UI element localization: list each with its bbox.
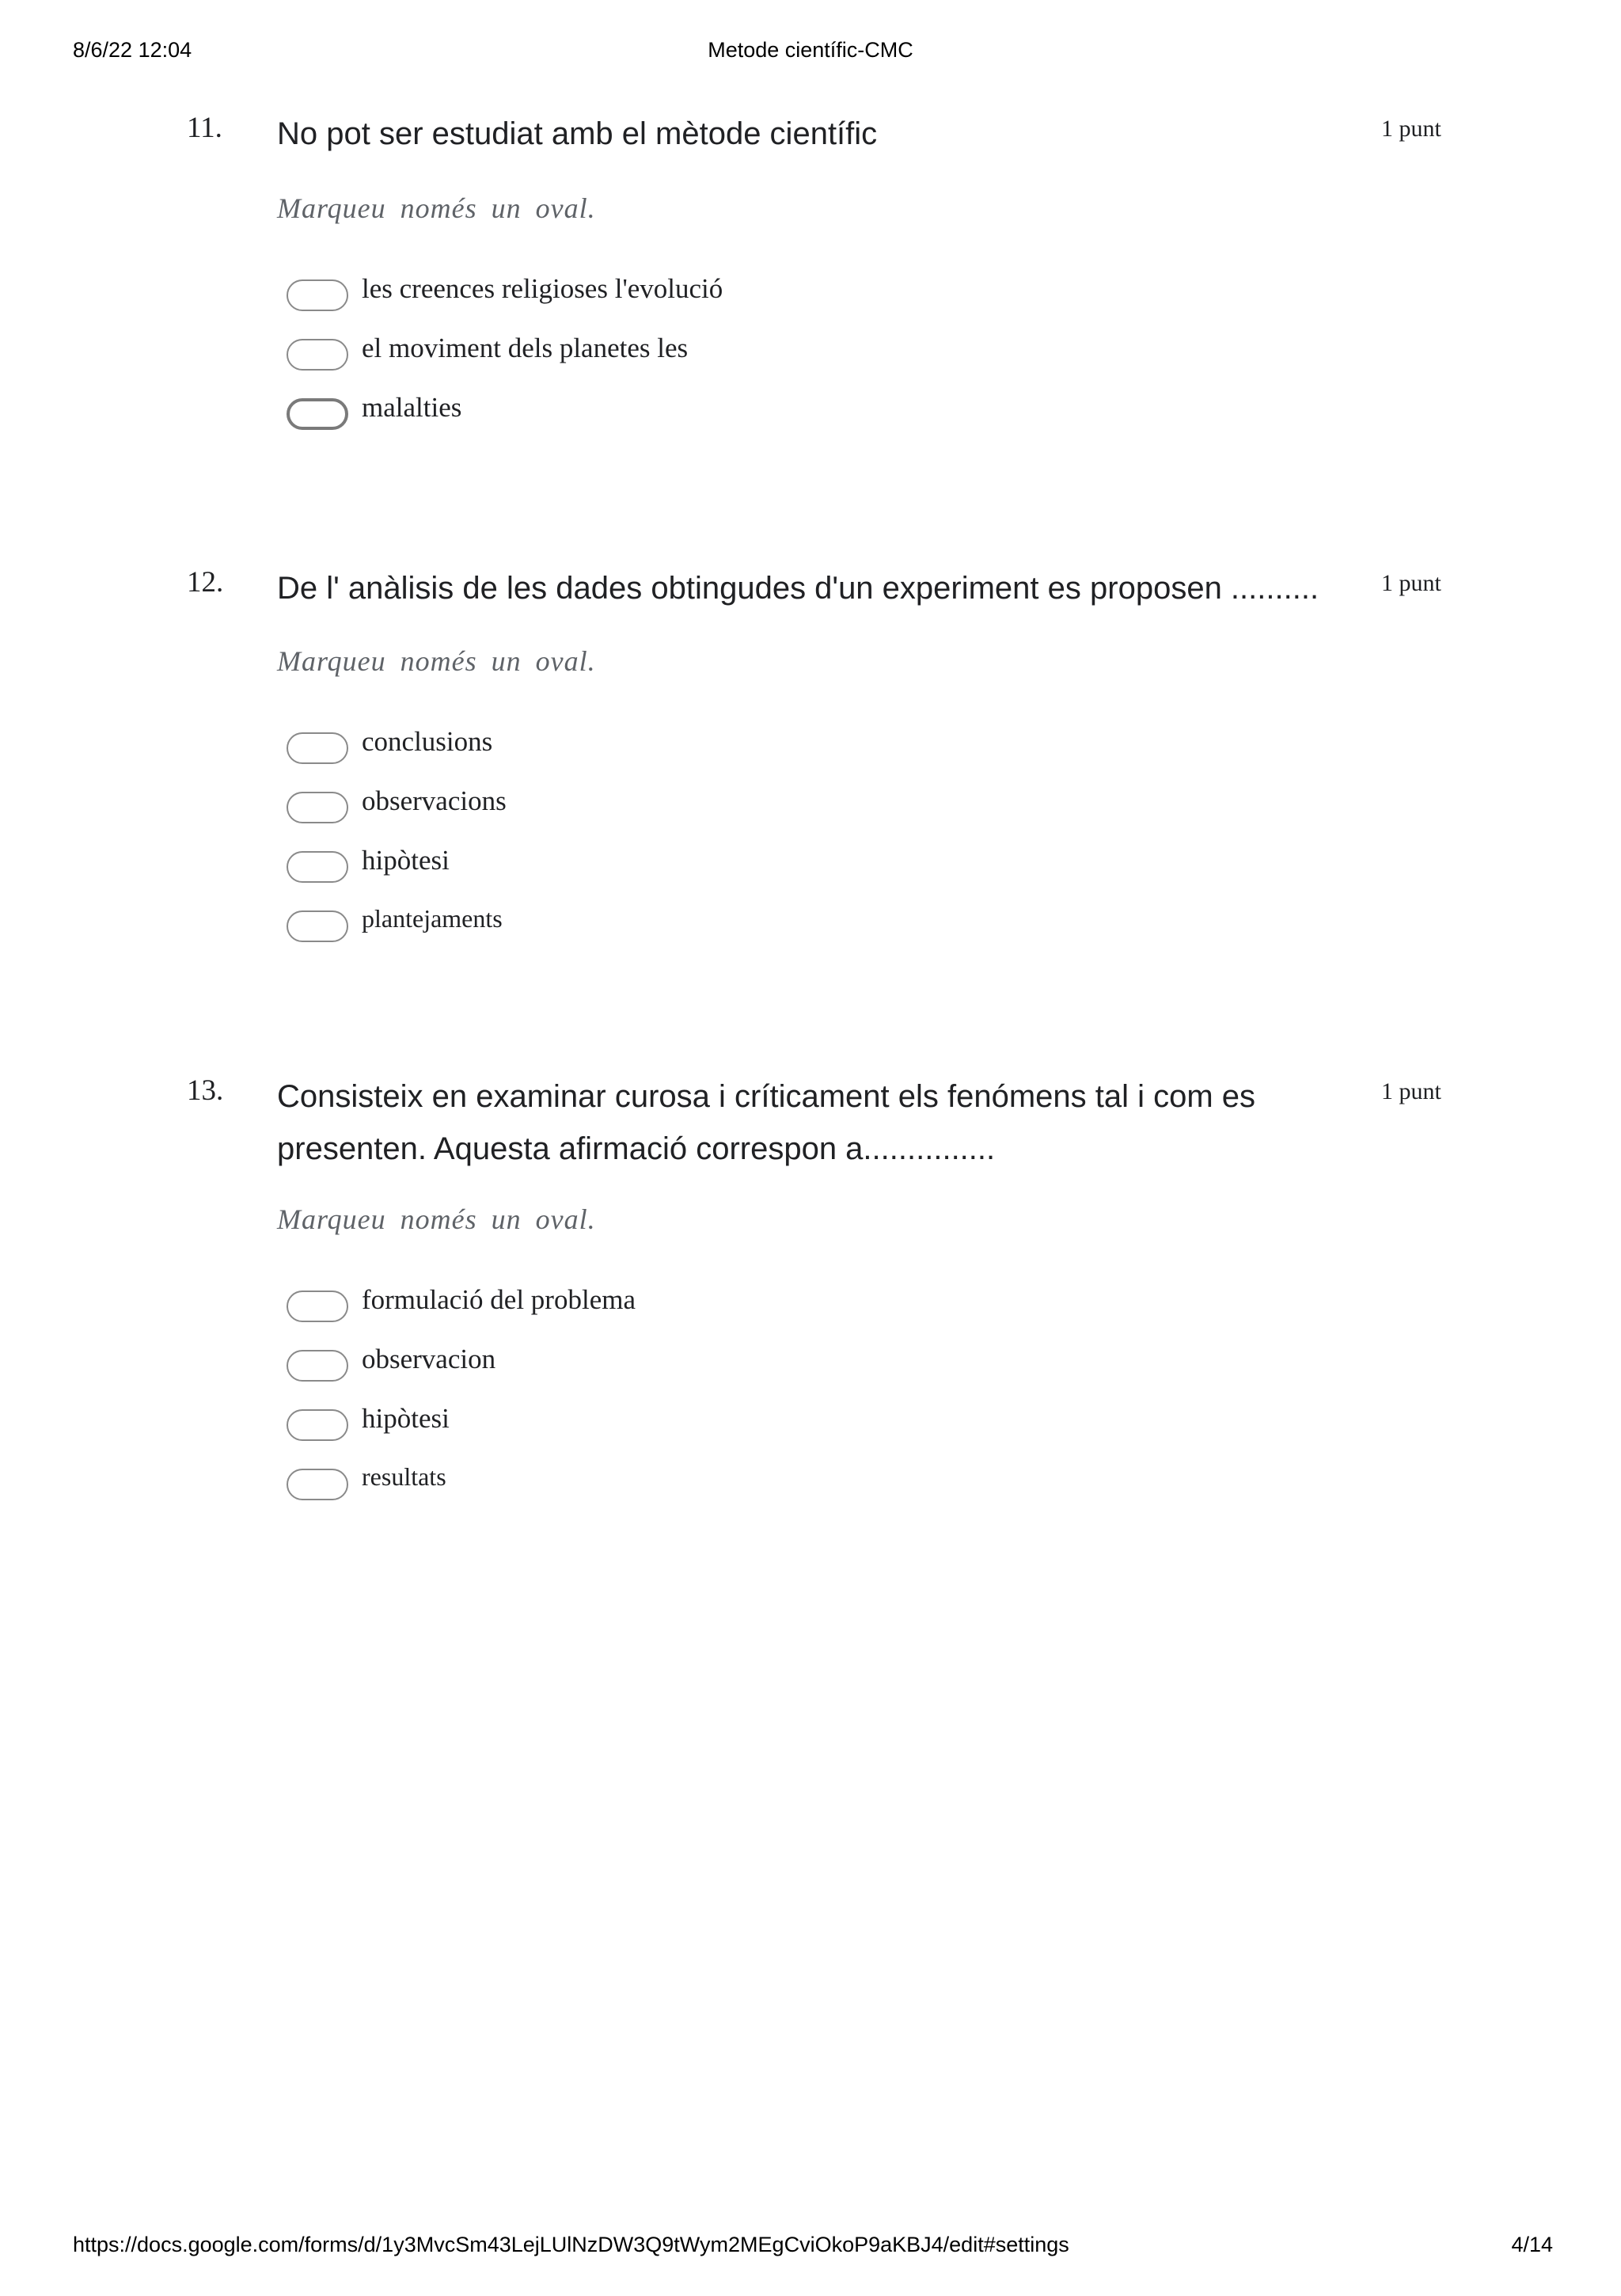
radio-oval[interactable] [287,851,348,883]
option-label: hipòtesi [362,845,450,876]
question-title: No pot ser estudiat amb el mètode científic [277,116,878,151]
question-points: 1 punt [1381,570,1441,596]
question-instruction: Marqueu només un oval. [277,1203,596,1235]
option-label: observacions [362,785,507,816]
radio-oval[interactable] [287,1350,348,1382]
option-label: malalties [362,392,462,423]
option-label: formulació del problema [362,1284,636,1315]
radio-oval[interactable] [287,1291,348,1322]
page-url: https://docs.google.com/forms/d/1y3MvcSm43LejLUlNzDW3Q9tWym2MEgCviOkoP9aKBJ4/edit#settings [73,2233,1069,2256]
radio-oval[interactable] [287,792,348,823]
print-date: 8/6/22 12:04 [73,38,192,62]
option-label: resultats [362,1462,446,1491]
question-number: 11. [187,112,222,144]
question-points: 1 punt [1381,116,1441,142]
radio-oval[interactable] [287,910,348,942]
option-label: les creences religioses l'evolució [362,273,723,304]
page-number: 4/14 [1511,2233,1553,2256]
option-label: observacion [362,1344,496,1374]
radio-oval[interactable] [287,339,348,371]
option-label: el moviment dels planetes les [362,333,689,363]
print-header [0,38,1621,70]
option-label: conclusions [362,726,493,757]
question-instruction: Marqueu només un oval. [277,192,596,224]
option-label: plantejaments [362,904,503,933]
radio-oval[interactable] [287,279,348,311]
radio-oval[interactable] [287,1409,348,1441]
radio-oval[interactable] [287,398,348,430]
question-points: 1 punt [1381,1078,1441,1104]
option-label: hipòtesi [362,1403,450,1434]
document-title: Metode científic-CMC [708,38,913,62]
question-instruction: Marqueu només un oval. [277,645,596,677]
question-number: 13. [187,1074,224,1107]
question-title: Consisteix en examinar curosa i críticament els fenómens tal i com es presenten. Aquesta afirmació correspon a............... [277,1079,1256,1166]
radio-oval[interactable] [287,732,348,764]
question-number: 12. [187,566,224,599]
print-footer [0,2233,1621,2264]
radio-oval[interactable] [287,1469,348,1500]
question-title: De l' anàlisis de les dades obtingudes d'un experiment es proposen .......... [277,571,1319,606]
